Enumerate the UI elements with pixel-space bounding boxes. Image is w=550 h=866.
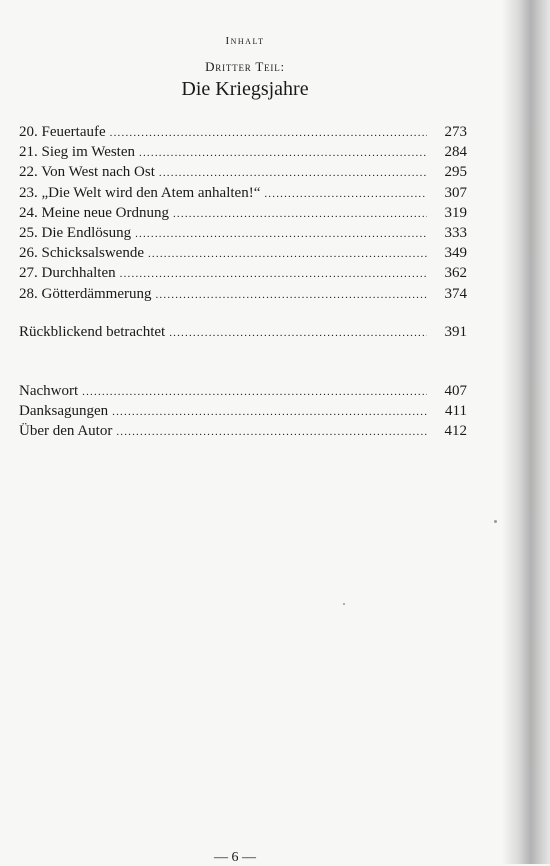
dot-leader (135, 224, 427, 244)
dot-leader (264, 184, 427, 204)
toc-entry-label: 27. Durchhalten (19, 265, 116, 282)
dot-leader (159, 163, 427, 183)
toc-entry-label: 28. Götterdämmerung (19, 285, 152, 302)
toc-page-number: 362 (444, 265, 467, 282)
running-head: Inhalt (225, 35, 265, 47)
toc-page-number: 307 (444, 184, 467, 201)
page-binding-shadow (502, 0, 550, 864)
dot-leader (110, 123, 427, 143)
toc-page-number: 284 (444, 144, 467, 161)
paper-speck (343, 603, 345, 605)
back-matter-list (19, 381, 467, 442)
toc-page-number: 411 (445, 403, 467, 420)
toc-entry-label: 23. „Die Welt wird den Atem anhalten!“ (19, 184, 261, 201)
chapter-list (19, 122, 467, 304)
part-title: Die Kriegsjahre (181, 78, 309, 100)
toc-entry-label: 26. Schicksalswende (19, 245, 144, 262)
toc-page-number: 412 (444, 423, 467, 440)
toc-entry (19, 401, 467, 421)
toc-entry (19, 162, 467, 182)
toc-entry-label: 21. Sieg im Westen (19, 144, 136, 161)
toc-page-number: 333 (444, 224, 467, 241)
dot-leader (116, 422, 427, 442)
toc-entry-label: 22. Von West nach Ost (19, 164, 155, 181)
paper-speck (494, 520, 497, 523)
dot-leader (148, 244, 427, 264)
toc-entry-label: 25. Die Endlösung (19, 224, 132, 241)
toc-page-number: 273 (444, 124, 467, 140)
toc-entry (19, 284, 467, 304)
toc-entry-label: Über den Autor (19, 423, 113, 440)
toc-entry (19, 381, 467, 401)
toc-page-number: 319 (444, 204, 467, 221)
toc-entry (19, 142, 467, 162)
toc-entry-label: 20. Feuertaufe (19, 124, 106, 140)
page-folio: — 6 — (214, 850, 256, 865)
toc-entry-label: Nachwort (19, 383, 79, 399)
toc-entry (19, 243, 467, 263)
toc-entry (19, 322, 467, 342)
dot-leader (155, 285, 427, 305)
toc-entry-label: 24. Meine neue Ordnung (19, 204, 169, 221)
dot-leader (82, 382, 427, 402)
toc-page-number: 374 (444, 285, 467, 302)
toc-entry (19, 122, 467, 142)
dot-leader (120, 264, 427, 284)
part-label: Dritter Teil: (205, 59, 285, 74)
toc-entry (19, 183, 467, 203)
dot-leader (112, 402, 427, 422)
toc-entry-label: Rückblickend betrachtet (19, 324, 166, 340)
dot-leader (173, 204, 427, 224)
toc-page-number: 407 (444, 383, 467, 399)
toc-entry (19, 263, 467, 283)
toc-entry-label: Danksagungen (19, 403, 109, 420)
toc-entry (19, 203, 467, 223)
toc-entry (19, 223, 467, 243)
retrospective-section (19, 322, 467, 342)
toc-entry (19, 421, 467, 441)
toc-page-number: 295 (444, 164, 467, 181)
toc-page-number: 349 (444, 245, 467, 262)
dot-leader (169, 323, 427, 343)
toc-page-number: 391 (444, 324, 467, 340)
dot-leader (139, 143, 427, 163)
